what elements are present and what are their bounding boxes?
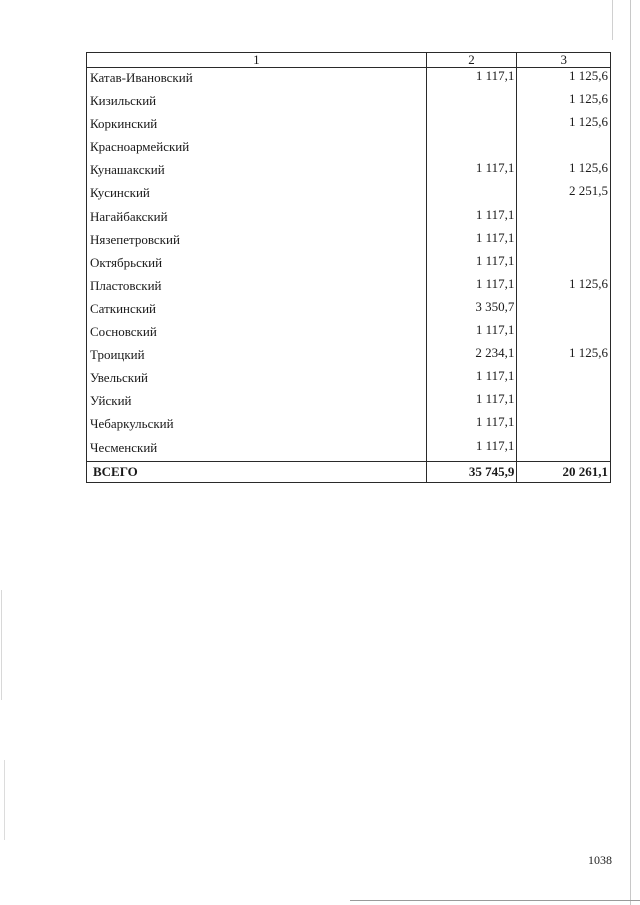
- district-name-cell: Чесменский: [87, 438, 427, 462]
- district-name-cell: Кунашакский: [87, 160, 427, 183]
- column-3-value-cell: [517, 438, 611, 462]
- table-row: [87, 68, 611, 92]
- table-row: [87, 137, 611, 160]
- table-row: [87, 276, 611, 299]
- district-name-cell: Сосновский: [87, 322, 427, 345]
- column-header-2: 2: [426, 53, 517, 68]
- column-3-value-cell: [517, 230, 611, 253]
- column-2-value-cell: 1 117,1: [426, 391, 517, 414]
- column-2-value-cell: 2 234,1: [426, 345, 517, 368]
- column-3-value-cell: [517, 137, 611, 160]
- column-2-value-cell: 3 350,7: [426, 299, 517, 322]
- column-2-value-cell: 1 117,1: [426, 322, 517, 345]
- page-number: 1038: [588, 853, 612, 867]
- column-3-value-cell: 1 125,6: [517, 160, 611, 183]
- district-name-cell: Пластовский: [87, 276, 427, 299]
- column-3-value-cell: [517, 253, 611, 276]
- column-3-value-cell: 1 125,6: [517, 114, 611, 137]
- district-name-cell: Чебаркульский: [87, 414, 427, 437]
- district-name-cell: Октябрьский: [87, 253, 427, 276]
- total-column-3-cell: 20 261,1: [517, 461, 611, 482]
- column-3-value-cell: [517, 414, 611, 437]
- column-2-value-cell: 1 117,1: [426, 368, 517, 391]
- column-header-3: 3: [517, 53, 611, 68]
- column-2-value-cell: [426, 137, 517, 160]
- column-2-value-cell: 1 117,1: [426, 253, 517, 276]
- column-header-1: 1: [87, 53, 427, 68]
- district-name-cell: Саткинский: [87, 299, 427, 322]
- table-row: [87, 253, 611, 276]
- column-3-value-cell: 1 125,6: [517, 276, 611, 299]
- table-row: [87, 414, 611, 437]
- column-2-value-cell: 1 117,1: [426, 68, 517, 92]
- table-row: [87, 160, 611, 183]
- scan-edge-line: [1, 590, 2, 700]
- table-row: [87, 207, 611, 230]
- table-row: [87, 183, 611, 206]
- table-row: [87, 299, 611, 322]
- district-name-cell: Увельский: [87, 368, 427, 391]
- column-2-value-cell: 1 117,1: [426, 230, 517, 253]
- column-3-value-cell: [517, 368, 611, 391]
- table-row: [87, 230, 611, 253]
- scan-edge-line: [612, 0, 613, 40]
- total-label-cell: ВСЕГО: [87, 461, 427, 482]
- scan-edge-line: [4, 760, 5, 840]
- column-3-value-cell: 1 125,6: [517, 345, 611, 368]
- table-row: [87, 391, 611, 414]
- column-2-value-cell: 1 117,1: [426, 160, 517, 183]
- column-3-value-cell: [517, 391, 611, 414]
- district-name-cell: Троицкий: [87, 345, 427, 368]
- column-2-value-cell: 1 117,1: [426, 414, 517, 437]
- district-name-cell: Катав-Ивановский: [87, 68, 427, 92]
- column-2-value-cell: [426, 91, 517, 114]
- total-column-2-cell: 35 745,9: [426, 461, 517, 482]
- district-name-cell: Красноармейский: [87, 137, 427, 160]
- column-2-value-cell: 1 117,1: [426, 438, 517, 462]
- table-row: [87, 114, 611, 137]
- district-name-cell: Коркинский: [87, 114, 427, 137]
- table-row: [87, 368, 611, 391]
- table-body: [87, 68, 611, 483]
- column-2-value-cell: [426, 114, 517, 137]
- scan-edge-line: [350, 900, 640, 901]
- column-3-value-cell: 2 251,5: [517, 183, 611, 206]
- district-name-cell: Кизильский: [87, 91, 427, 114]
- scan-edge-line: [630, 0, 631, 905]
- district-name-cell: Нязепетровский: [87, 230, 427, 253]
- column-3-value-cell: [517, 207, 611, 230]
- district-name-cell: Кусинский: [87, 183, 427, 206]
- district-name-cell: Нагайбакский: [87, 207, 427, 230]
- table-row: [87, 438, 611, 462]
- column-3-value-cell: [517, 322, 611, 345]
- table-row: [87, 91, 611, 114]
- column-3-value-cell: 1 125,6: [517, 91, 611, 114]
- total-row: [87, 461, 611, 482]
- budget-table: [86, 52, 611, 483]
- column-3-value-cell: 1 125,6: [517, 68, 611, 92]
- table-row: [87, 322, 611, 345]
- column-3-value-cell: [517, 299, 611, 322]
- table-row: [87, 345, 611, 368]
- district-name-cell: Уйский: [87, 391, 427, 414]
- column-2-value-cell: 1 117,1: [426, 207, 517, 230]
- table-header-row: [87, 53, 611, 68]
- column-2-value-cell: 1 117,1: [426, 276, 517, 299]
- column-2-value-cell: [426, 183, 517, 206]
